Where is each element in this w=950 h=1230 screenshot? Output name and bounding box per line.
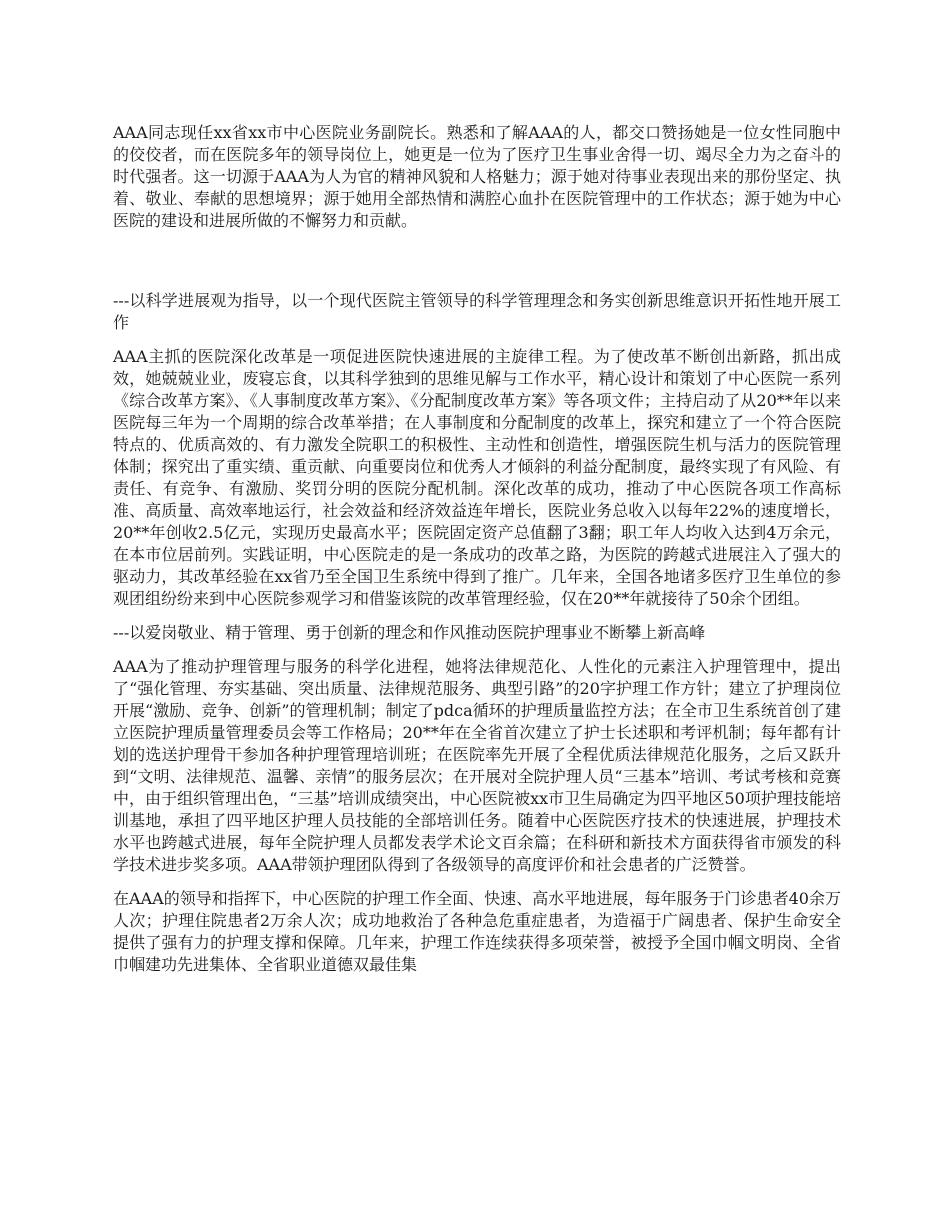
nursing-paragraph: AAA为了推动护理管理与服务的科学化进程，她将法律规范化、人性化的元素注入护理管理中，提出了“强化管理、夯实基础、突出质量、法律规范服务、典型引路”的20字护理工作方针；建立了护理岗位开展“激励、竞争、创新”的管理机制；制定了pdca循环的护理质量监控方法；在全市卫生系统首创了建立医院护理质量管理委员会等工作格局；20**年在全省首次建立了护士长述职和考评机制；每年都有计划的选送护理骨干参加各种护理管理培训班；在医院率先开展了全程优质法律规范化服务，之后又跃升到“文明、法律规范、温馨、亲情”的服务层次；在开展对全院护理人员“三基本”培训、考试考核和竞赛中，由于组织管理出色，“三基”培训成绩突出，中心医院被xx市卫生局确定为四平地区50项护理技能培训基地，承担了四平地区护理人员技能的全部培训任务。随着中心医院医疗技术的快速进展，护理技术水平也跨越式进展，每年全院护理人员都发表学术论文百余篇；在科研和新技术方面获得省市颁发的科学技术进步奖多项。AAA带领护理团队得到了各级领导的高度评价和社会患者的广泛赞誉。 (113, 657, 841, 874)
document-body (113, 122, 841, 976)
section-heading-reform: ---以科学进展观为指导，以一个现代医院主管领导的科学管理理念和务实创新思维意识开拓性地开展工作 (113, 291, 841, 332)
section-heading-nursing: ---以爱岗敬业、精于管理、勇于创新的理念和作风推动医院护理事业不断攀上新高峰 (113, 623, 706, 642)
intro-paragraph: AAA同志现任xx省xx市中心医院业务副院长。熟悉和了解AAA的人，都交口赞扬她是一位女性同胞中的佼佼者，而在医院多年的领导岗位上，她更是一位为了医疗卫生事业舍得一切、竭尽全力为之奋斗的时代强者。这一切源于AAA为人为官的精神风貌和人格魅力；源于她对待事业表现出来的那份坚定、执着、敬业、奉献的思想境界；源于她用全部热情和满腔心血扑在医院管理中的工作状态；源于她为中心医院的建设和进展所做的不懈努力和贡献。 (113, 123, 841, 230)
section-spacer (113, 232, 841, 290)
reform-paragraph: AAA主抓的医院深化改革是一项促进医院快速进展的主旋律工程。为了使改革不断创出新路，抓出成效，她兢兢业业，废寝忘食，以其科学独到的思维见解与工作水平，精心设计和策划了中心医院一系列《综合改革方案》、《人事制度改革方案》、《分配制度改革方案》等各项文件；主持启动了从20**年以来医院每三年为一个周期的综合改革举措；在人事制度和分配制度的改革上，探究和建立了一个符合医院特点的、优质高效的、有力激发全院职工的积极性、主动性和创造性，增强医院生机与活力的医院管理体制；探究出了重实绩、重贡献、向重要岗位和优秀人才倾斜的利益分配制度，最终实现了有风险、有责任、有竞争、有激励、奖罚分明的医院分配机制。深化改革的成功，推动了中心医院各项工作高标准、高质量、高效率地运行，社会效益和经济效益连年增长，医院业务总收入以每年22%的速度增长，20**年创收2.5亿元，实现历史最高水平；医院固定资产总值翻了3翻；职工年人均收入达到4万余元，在本市位居前列。实践证明，中心医院走的是一条成功的改革之路，为医院的跨越式进展注入了强大的驱动力，其改革经验在xx省乃至全国卫生系统中得到了推广。几年来，全国各地诸多医疗卫生单位的参观团组纷纷来到中心医院参观学习和借鉴该院的改革管理经验，仅在20**年就接待了50余个团组。 (113, 347, 841, 608)
achievements-paragraph: 在AAA的领导和指挥下，中心医院的护理工作全面、快速、高水平地进展，每年服务于门诊患者40余万人次；护理住院患者2万余人次；成功地救治了各种急危重症患者，为造福于广阔患者、保护生命安全提供了强有力的护理支撑和保障。几年来，护理工作连续获得多项荣誉，被授予全国巾帼文明岗、全省巾帼建功先进集体、全省职业道德双最佳集 (113, 889, 841, 974)
